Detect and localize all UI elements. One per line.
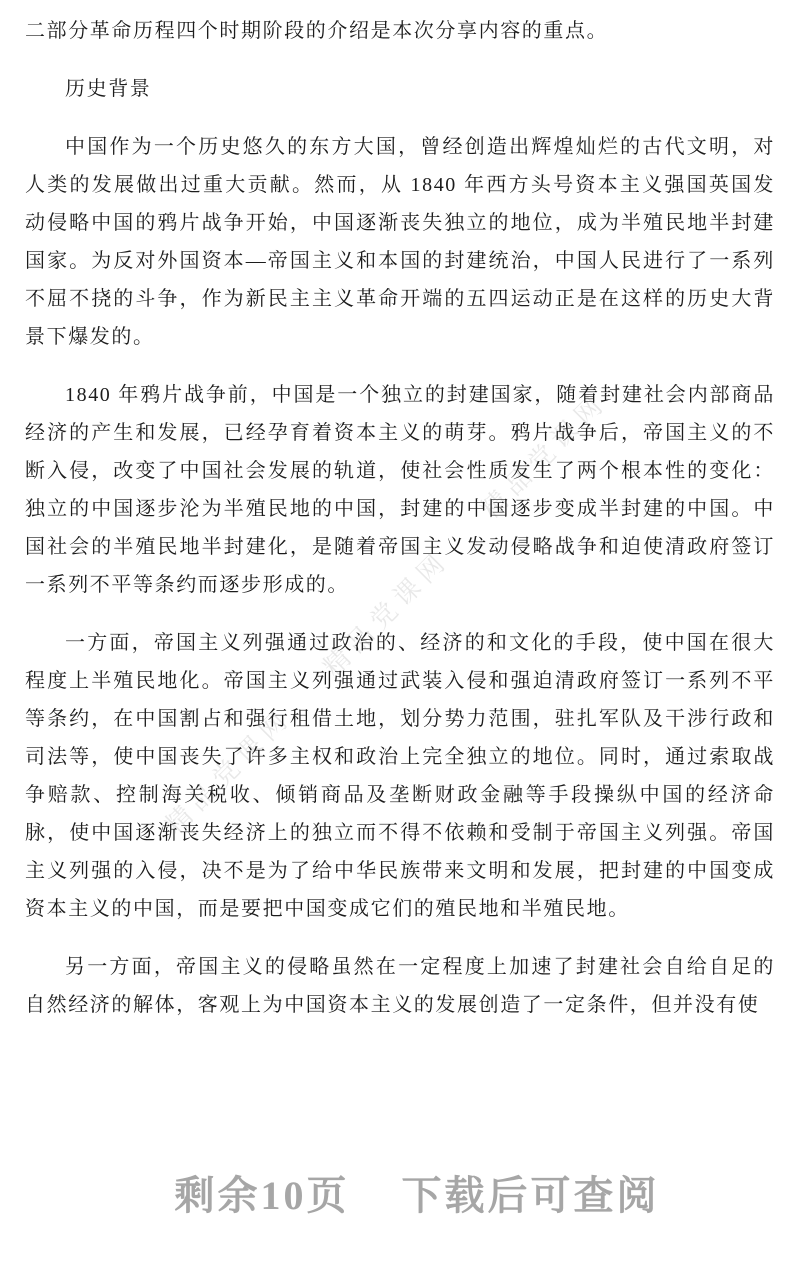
watermark-text: 精品党课网 bbox=[475, 387, 613, 525]
pages-remaining-label: 剩余10页 bbox=[174, 1173, 350, 1218]
paragraph-historical-background-1: 中国作为一个历史悠久的东方大国，曾经创造出辉煌灿烂的古代文明，对人类的发展做出过重大贡献。然而，从 1840 年西方头号资本主义强国英国发动侵略中国的鸦片战争开始，中国逐渐丧失独立的地位，成为半殖民地半封建国家。为反对外国资本—帝国主义和本国的封建统治，中国人民进行了一系列不屈不挠的斗争，作为新民主主义革命开端的五四运动正是在这样的历史大背景下爆发的。 bbox=[25, 136, 775, 348]
watermark-text: 精品党课网 bbox=[317, 544, 456, 683]
paragraph-intro: 二部分革命历程四个时期阶段的介绍是本次分享内容的重点。 bbox=[25, 20, 609, 42]
download-hint-label: 下载后可查阅 bbox=[401, 1173, 660, 1218]
watermark-text: 精品党课网 bbox=[160, 702, 298, 840]
preview-banner bbox=[0, 1172, 800, 1220]
paragraph-other-hand: 另一方面，帝国主义的侵略虽然在一定程度上加速了封建社会自给自足的自然经济的解体，客观上为中国资本主义的发展创造了一定条件，但并没有使 bbox=[25, 956, 775, 1016]
paragraph-historical-background-2: 1840 年鸦片战争前，中国是一个独立的封建国家，随着封建社会内部商品经济的产生和发展，已经孕育着资本主义的萌芽。鸦片战争后，帝国主义的不断入侵，改变了中国社会发展的轨道，使社会性质发生了两个根本性的变化：独立的中国逐步沦为半殖民地的中国，封建的中国逐步变成半封建的中国。中国社会的半殖民地半封建化，是随着帝国主义发动侵略战争和迫使清政府签订一系列不平等条约而逐步形成的。 bbox=[25, 384, 775, 596]
section-heading: 历史背景 bbox=[65, 78, 152, 100]
paragraph-one-hand: 一方面，帝国主义列强通过政治的、经济的和文化的手段，使中国在很大程度上半殖民地化。帝国主义列强通过武装入侵和强迫清政府签订一系列不平等条约，在中国割占和强行租借土地，划分势力范围，驻扎军队及干涉行政和司法等，使中国丧失了许多主权和政治上完全独立的地位。同时，通过索取战争赔款、控制海关税收、倾销商品及垄断财政金融等手段操纵中国的经济命脉，使中国逐渐丧失经济上的独立而不得不依赖和受制于帝国主义列强。帝国主义列强的入侵，决不是为了给中华民族带来文明和发展，把封建的中国变成资本主义的中国，而是要把中国变成它们的殖民地和半殖民地。 bbox=[25, 632, 775, 920]
